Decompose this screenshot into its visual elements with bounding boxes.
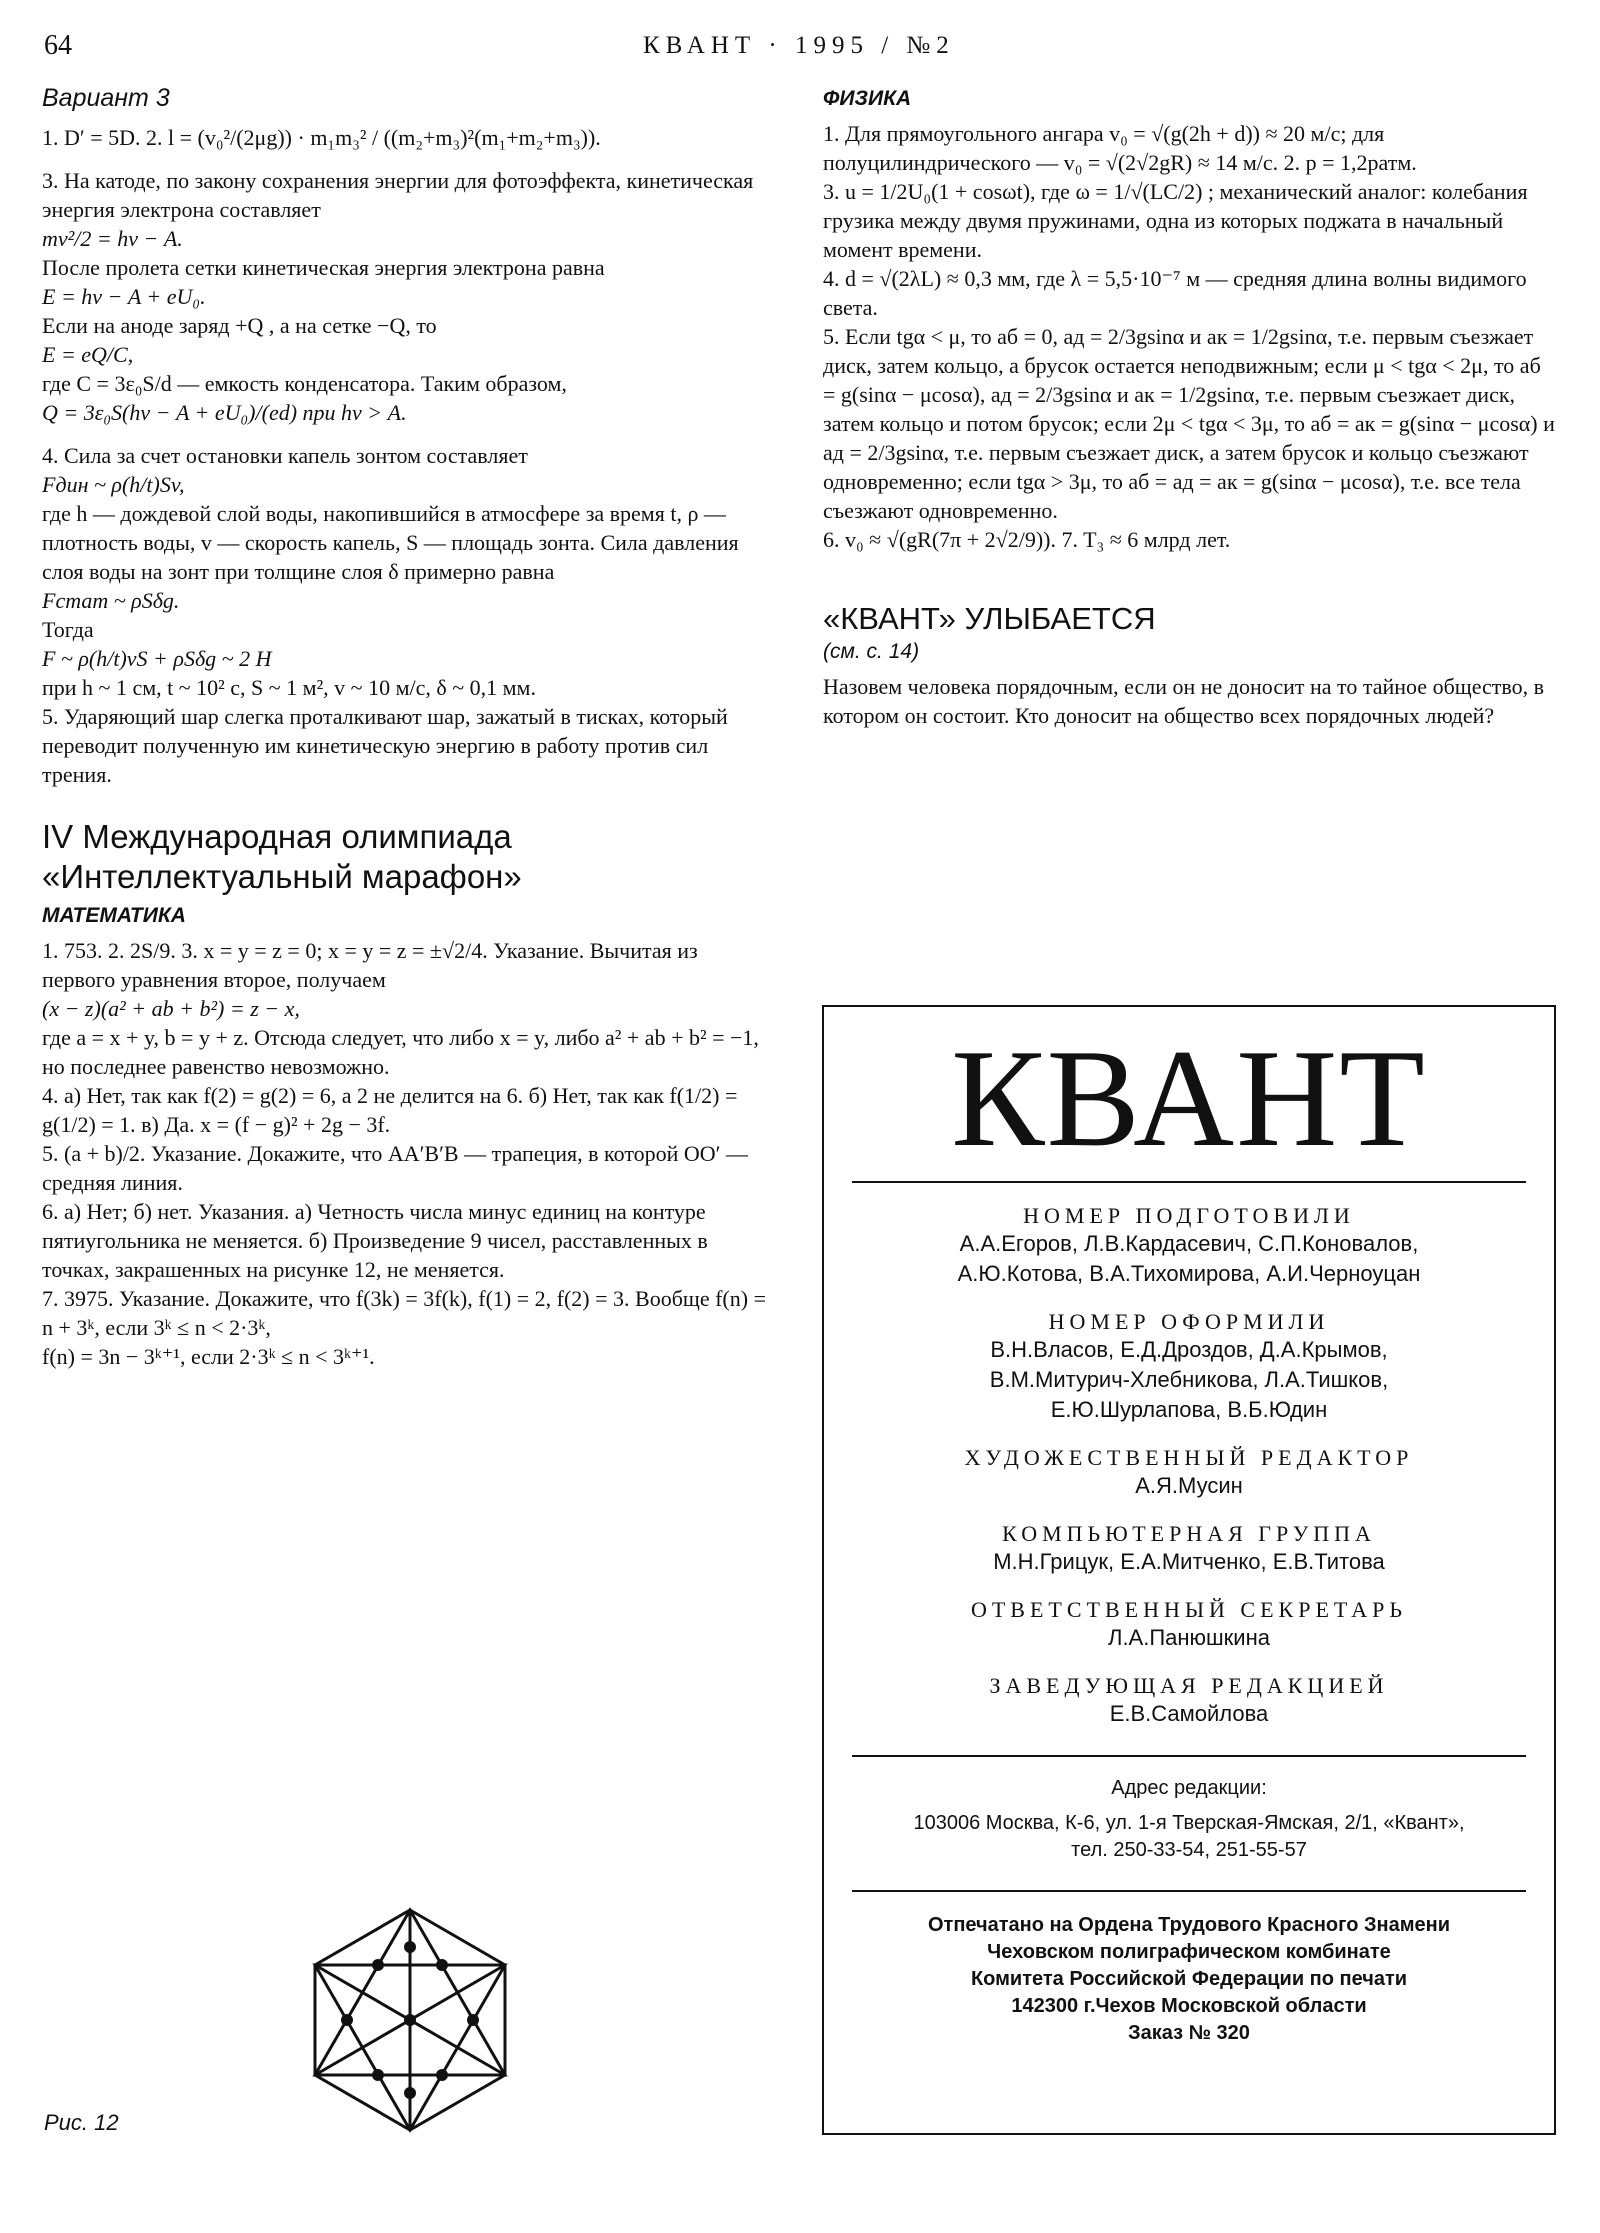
physics-line: 3. u = 1/2U₀(1 + cosωt), где ω = 1/√(LC/2) ; механический аналог: колебания грузика между двумя пружинами, одна из которых поджата в начальный момент времени. [823,179,1528,262]
answer-line: 1. D′ = 5D. 2. l = (v₀²/(2μg)) · m₁m₃² / ((m₂+m₃)²(m₁+m₂+m₃)). [42,125,601,150]
answer-line: где C = 3ε₀S/d — емкость конденсатора. Таким образом, [42,371,567,396]
formula-line: E = hν − A + eU₀. [42,284,206,309]
credit-names: Е.В.Самойлова [1109,1701,1269,1726]
answer-line: Тогда [42,617,94,642]
credit-heading: ЗАВЕДУЮЩАЯ РЕДАКЦИЕЙ [989,1673,1389,1698]
page-number: 64 [44,30,72,61]
kvant-logo: КВАНТ [951,1021,1427,1176]
olympiad-title-line: IV Международная олимпиада [42,818,512,855]
math-line: где a = x + y, b = y + z. Отсюда следует, что либо x = y, либо a² + ab + b² = −1, но последнее равенство невозможно. [42,1025,759,1079]
credit-heading: НОМЕР ОФОРМИЛИ [1048,1309,1330,1334]
address-heading: Адрес редакции: [1111,1777,1267,1799]
masthead-box [822,1005,1556,2135]
math-line: 4. а) Нет, так как f(2) = g(2) = 6, а 2 не делится на 6. б) Нет, так как f(1/2) = g(1/2) = 1. в) Да. x = (f − g)² + 2g − 3f. [42,1083,738,1137]
credit-names: В.М.Митурич-Хлебникова, Л.А.Тишков, [989,1367,1389,1392]
answer-line: где h — дождевой слой воды, накопившийся в атмосфере за время t, ρ — плотность воды, v — скорость капель, S — площадь зонта. Сила давления слоя воды на зонт при толщине слоя δ примерно равна [42,501,739,584]
physics-line: 6. v₀ ≈ √(gR(7π + 2√2/9)). 7. T₃ ≈ 6 млрд лет. [823,527,1231,552]
credit-heading: ОТВЕТСТВЕННЫЙ СЕКРЕТАРЬ [970,1597,1407,1622]
running-title: КВАНТ · 1995 / №2 [643,32,955,59]
formula-line: F ~ ρ(h/t)vS + ρSδg ~ 2 Н [42,646,272,671]
answer-line: 3. На катоде, по закону сохранения энергии для фотоэффекта, кинетическая энергия электрона составляет [42,168,754,222]
node [373,1960,383,1970]
math-line: 6. а) Нет; б) нет. Указания. а) Четность числа минус единиц на контуре пятиугольника не меняется. б) Произведение 9 чисел, расставленных в точках, закрашенных на рисунке 12, не меняется. [42,1199,708,1282]
node [405,2088,415,2098]
physics-line: 1. Для прямоугольного ангара v₀ = √(g(2h + d)) ≈ 20 м/с; для полуцилиндрического — v₀ = √(2√2gR) ≈ 14 м/с. 2. p = 1,2pатм. [823,121,1417,175]
formula-line: mv²/2 = hν − A. [42,226,183,251]
answer-line: при h ~ 1 см, t ~ 10² с, S ~ 1 м², v ~ 10 м/с, δ ~ 0,1 мм. [42,675,536,700]
credit-names: А.Ю.Котова, В.А.Тихомирова, А.И.Черноуцан [957,1261,1421,1286]
print-line: Отпечатано на Ордена Трудового Красного Знамени [927,1914,1451,1936]
math-line: 5. (a + b)/2. Указание. Докажите, что AA′B′B — трапеция, в которой OO′ — средняя линия. [42,1141,748,1195]
figure-caption: Рис. 12 [44,2110,119,2135]
formula-line: Q = 3ε₀S(hν − A + eU₀)/(ed) при hν > A. [42,400,407,425]
node [373,2070,383,2080]
physics-heading: ФИЗИКА [823,87,912,110]
print-line: Заказ № 320 [1128,2022,1250,2044]
math-line: f(n) = 3n − 3ᵏ⁺¹, если 2·3ᵏ ≤ n < 3ᵏ⁺¹. [42,1344,375,1369]
answer-line: 4. Сила за счет остановки капель зонтом составляет [42,443,528,468]
math-line: 7. 3975. Указание. Докажите, что f(3k) = 3f(k), f(1) = 2, f(2) = 3. Вообще f(n) = n + 3ᵏ, если 3ᵏ ≤ n < 2·3ᵏ, [42,1286,766,1340]
physics-line: 4. d = √(2λL) ≈ 0,3 мм, где λ = 5,5·10⁻⁷ м — средняя длина волны видимого света. [823,266,1527,320]
credit-names: А.Я.Мусин [1135,1473,1243,1498]
math-line: 1. 753. 2. 2S/9. 3. x = y = z = 0; x = y = z = ±√2/4. Указание. Вычитая из первого уравнения второе, получаем [42,938,698,992]
credit-names: Е.Ю.Шурлапова, В.Б.Юдин [1050,1397,1328,1422]
node [405,1942,415,1952]
print-line: Комитета Российской Федерации по печати [970,1968,1408,1990]
variant-heading: Вариант 3 [42,84,170,112]
address [824,1810,1554,1864]
answer-line: После пролета сетки кинетическая энергия электрона равна [42,255,605,280]
printing-info [824,1912,1554,2047]
credit-heading: НОМЕР ПОДГОТОВИЛИ [1023,1203,1355,1228]
math-formula: (x − z)(a² + ab + b²) = z − x, [42,996,300,1021]
left-column [42,80,772,1371]
figure-12-hexagon [300,1905,520,2145]
math-heading: МАТЕМАТИКА [42,904,186,927]
node [437,2070,447,2080]
smile-ref: (см. с. 14) [823,640,920,663]
smile-text: Назовем человека порядочным, если он не доносит на то тайное общество, в котором он состоит. Кто доносит на общество всех порядочных людей? [823,674,1545,728]
node [468,2015,478,2025]
formula-line: Fдин ~ ρ(h/t)Sv, [42,472,185,497]
node [437,1960,447,1970]
address-line: 103006 Москва, К-6, ул. 1-я Тверская-Ямская, 2/1, «Квант», [913,1812,1465,1834]
credit-names: В.Н.Власов, Е.Д.Дроздов, Д.А.Крымов, [990,1337,1388,1362]
credit-heading: КОМПЬЮТЕРНАЯ ГРУППА [1002,1521,1376,1546]
smile-heading: «КВАНТ» УЛЫБАЕТСЯ [823,601,1156,636]
credit-names: Л.А.Панюшкина [1108,1625,1270,1650]
credit-names: М.Н.Грицук, Е.А.Митченко, Е.В.Титова [993,1549,1385,1574]
print-line: Чеховском полиграфическом комбинате [987,1941,1391,1963]
print-line: 142300 г.Чехов Московской области [1011,1995,1367,2017]
answer-line: 5. Ударяющий шар слегка проталкивают шар, зажатый в тисках, который переводит полученную им кинетическую энергию в работу против сил трения. [42,704,728,787]
node-center [405,2015,415,2025]
olympiad-title [42,817,772,897]
credit-heading: ХУДОЖЕСТВЕННЫЙ РЕДАКТОР [964,1445,1414,1470]
physics-line: 5. Если tgα < μ, то aб = 0, aд = 2/3gsinα и aк = 1/2gsinα, т.е. первым съезжает диск, затем кольцо, а брусок остается неподвижным; если μ < tgα < 2μ, то aб = g(sinα − μcosα), aд = 2/3gsinα и aк = 1/2gsinα, т.е. первым съезжает диск, затем кольцо и потом брусок; если 2μ < tgα < 3μ, то aб = aк = g(sinα − μcosα) и aд = 2/3gsinα, т.е. первым съезжает диск, а затем брусок и кольцо съезжают одновременно; если tgα > 3μ, то aб = aд = aк = g(sinα − μcosα), т.е. все тела съезжают одновременно. [823,324,1555,523]
olympiad-title-line: «Интеллектуальный марафон» [42,858,522,895]
credit-names: А.А.Егоров, Л.В.Кардасевич, С.П.Коновалов, [959,1231,1419,1256]
formula-line: Fстат ~ ρSδg. [42,588,180,613]
node [342,2015,352,2025]
address-line: тел. 250-33-54, 251-55-57 [1071,1839,1307,1861]
answer-line: Если на аноде заряд +Q , а на сетке −Q, то [42,313,437,338]
right-column [823,80,1558,730]
formula-line: E = eQ/C, [42,342,134,367]
